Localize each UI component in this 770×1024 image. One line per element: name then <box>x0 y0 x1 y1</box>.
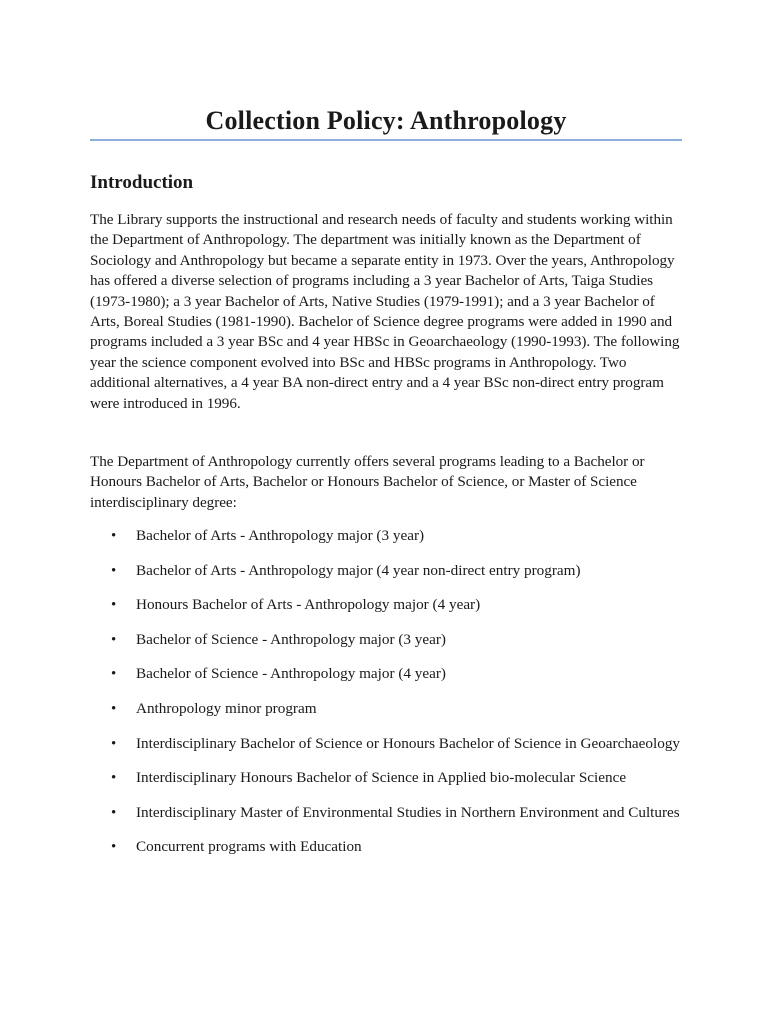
programs-list <box>90 527 682 856</box>
list-item: • Interdisciplinary Bachelor of Science or Honours Bachelor of Science in Geoarchaeology <box>90 735 682 753</box>
list-item: • Bachelor of Arts - Anthropology major (3 year) <box>90 527 682 545</box>
list-item: • Interdisciplinary Master of Environmental Studies in Northern Environment and Cultures <box>90 804 682 822</box>
list-item: • Bachelor of Arts - Anthropology major (4 year non-direct entry program) <box>90 562 682 580</box>
list-item: • Concurrent programs with Education <box>90 838 682 856</box>
title-underline-rule <box>90 139 682 141</box>
list-item: • Honours Bachelor of Arts - Anthropology major (4 year) <box>90 596 682 614</box>
list-item: • Anthropology minor program <box>90 700 682 718</box>
section-heading-introduction: Introduction <box>90 172 194 193</box>
list-item: • Bachelor of Science - Anthropology major (3 year) <box>90 631 682 649</box>
programs-lead-paragraph: The Department of Anthropology currently offers several programs leading to a Bachelor or Honours Bachelor of Arts, Bachelor or Honours Bachelor of Science, or Master of Science interdisciplinary degree: <box>90 453 645 511</box>
intro-paragraph: The Library supports the instructional and research needs of faculty and students working within the Department of Anthropology. The department was initially known as the Department of Sociology and Anthropology but became a separate entity in 1973. Over the years, Anthropology has offered a diverse selection of programs including a 3 year Bachelor of Arts, Taiga Studies (1973-1980); a 3 year Bachelor of Arts, Native Studies (1979-1991); and a 3 year Bachelor of Arts, Boreal Studies (1981-1990). Bachelor of Science degree programs were added in 1990 and programs included a 3 year BSc and 4 year HBSc in Geoarchaeology (1990-1993). The following year the science component evolved into BSc and HBSc programs in Anthropology. Two additional alternatives, a 4 year BA non-direct entry and a 4 year BSc non-direct entry program were introduced in 1996. <box>90 211 680 412</box>
page-title: Collection Policy: Anthropology <box>205 106 567 135</box>
list-item: • Bachelor of Science - Anthropology major (4 year) <box>90 665 682 683</box>
list-item: • Interdisciplinary Honours Bachelor of Science in Applied bio-molecular Science <box>90 769 682 787</box>
